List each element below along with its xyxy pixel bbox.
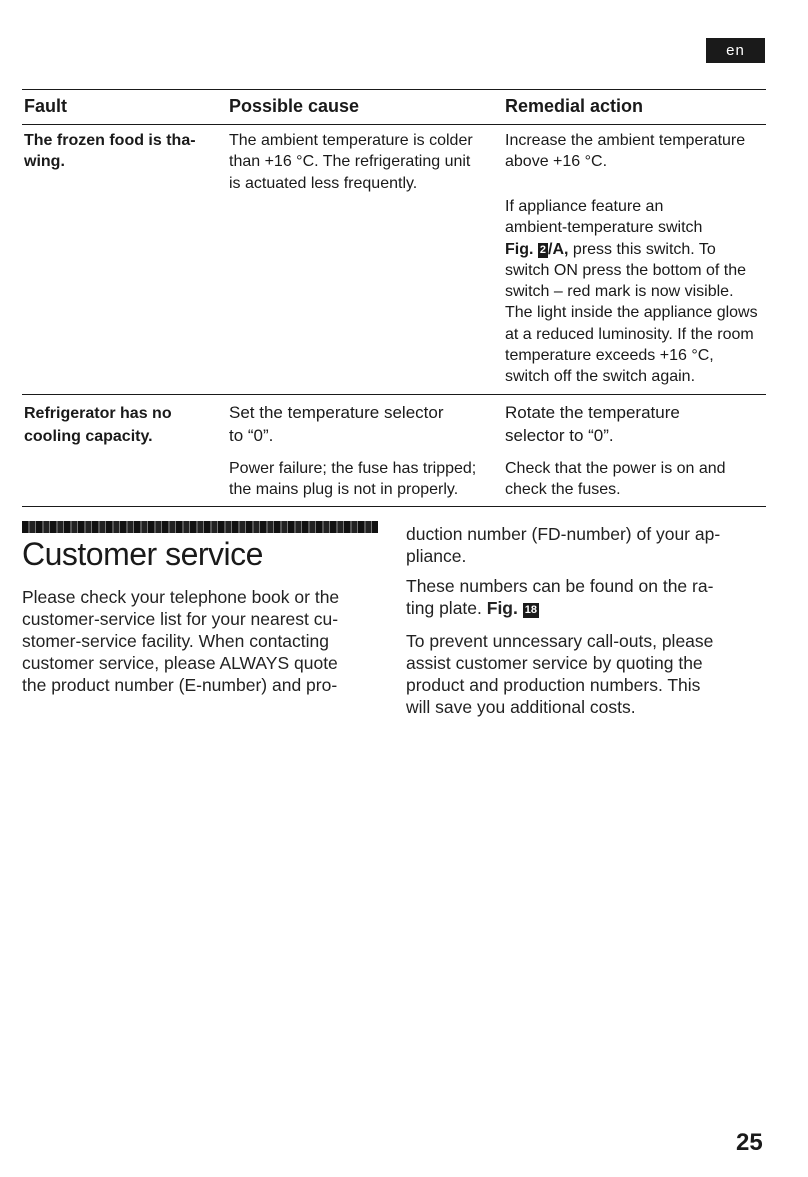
figure-number-box: 2 — [539, 243, 547, 256]
row1-cause-line: than +16 °C. The refrigerating unit — [229, 153, 471, 171]
column-header-action: Remedial action — [505, 96, 644, 116]
row2-cause-1 — [229, 401, 444, 447]
paragraph-line: customer service, please ALWAYS quote — [22, 653, 338, 673]
paragraph-text: ting plate. — [406, 598, 487, 618]
row1-action-line: at a reduced luminosity. If the room — [505, 325, 754, 343]
column-header-fault: Fault — [24, 96, 67, 116]
figure-reference-rest: press this switch. To — [568, 240, 716, 258]
figure-reference-label: Fig. — [505, 240, 534, 258]
row1-action-line: temperature exceeds +16 °C, — [505, 347, 714, 365]
row1-fault — [24, 130, 196, 173]
row2-cause-2 — [229, 458, 476, 501]
language-badge: en — [706, 38, 765, 63]
paragraph-line: customer-service list for your nearest cu- — [22, 609, 339, 629]
paragraph-line — [406, 597, 713, 619]
figure-reference-suffix: /A, — [548, 240, 569, 258]
row2-cause-line: the mains plug is not in properly. — [229, 481, 459, 499]
row2-action-line: Rotate the temperature — [505, 403, 680, 422]
paragraph-line: Please check your telephone book or the — [22, 587, 340, 607]
paragraph-line: pliance. — [406, 546, 467, 566]
row1-action-line: switch ON press the bottom of the — [505, 261, 746, 279]
row1-fault-line: The frozen food is tha- — [24, 132, 196, 149]
row2-fault-line: Refrigerator has no — [24, 405, 172, 422]
row1-cause-line: is actuated less frequently. — [229, 174, 418, 192]
paragraph-line: These numbers can be found on the ra- — [406, 576, 714, 596]
row1-action-1 — [505, 130, 745, 173]
customer-service-paragraph-right-1 — [406, 523, 720, 567]
row1-action-line: ambient-temperature switch — [505, 219, 703, 237]
row2-action-2 — [505, 458, 726, 501]
table-top-rule — [22, 89, 766, 90]
customer-service-paragraph-right-2 — [406, 575, 713, 619]
section-decorative-bar — [22, 521, 378, 533]
row1-fault-line: wing. — [24, 153, 65, 171]
table-header-rule — [22, 124, 766, 125]
row2-cause-line: to “0”. — [229, 426, 274, 445]
table-bottom-rule — [22, 506, 766, 507]
customer-service-paragraph-left — [22, 586, 339, 696]
customer-service-paragraph-right-3 — [406, 630, 713, 718]
row1-action-line: switch – red mark is now visible. — [505, 283, 734, 301]
row1-cause-line: The ambient temperature is colder — [229, 132, 473, 149]
row2-fault — [24, 402, 172, 448]
paragraph-line: To prevent unncessary call-outs, please — [406, 631, 714, 651]
row1-action-line: Increase the ambient temperature — [505, 132, 746, 149]
figure-number-box: 18 — [524, 604, 537, 616]
paragraph-line: duction number (FD-number) of your ap- — [406, 524, 721, 544]
column-header-cause: Possible cause — [229, 96, 360, 116]
row1-action-line: The light inside the appliance glows — [505, 304, 758, 322]
row1-action-fig-line — [505, 239, 758, 260]
row2-cause-line: Power failure; the fuse has tripped; — [229, 460, 477, 477]
row-divider-rule — [22, 394, 766, 395]
page-number: 25 — [736, 1129, 763, 1156]
row2-action-1 — [505, 401, 680, 447]
paragraph-line: stomer-service facility. When contacting — [22, 631, 330, 651]
row1-action-line: switch off the switch again. — [505, 368, 696, 386]
row2-fault-line: cooling capacity. — [24, 428, 153, 445]
paragraph-line: assist customer service by quoting the — [406, 653, 703, 673]
row1-action-line: If appliance feature an — [505, 198, 664, 215]
paragraph-line: product and production numbers. This — [406, 675, 701, 695]
row1-cause — [229, 130, 473, 194]
row2-action-line: selector to “0”. — [505, 426, 614, 445]
row2-action-line: Check that the power is on and — [505, 460, 726, 477]
paragraph-line: will save you additional costs. — [406, 697, 636, 717]
figure-reference-label: Fig. — [486, 598, 518, 618]
section-title: Customer service — [22, 536, 263, 572]
row1-action-line: above +16 °C. — [505, 153, 608, 171]
paragraph-line: the product number (E-number) and pro- — [22, 675, 338, 695]
row2-cause-line: Set the temperature selector — [229, 403, 444, 422]
row1-action-2 — [505, 196, 758, 388]
row2-action-line: check the fuses. — [505, 481, 621, 499]
